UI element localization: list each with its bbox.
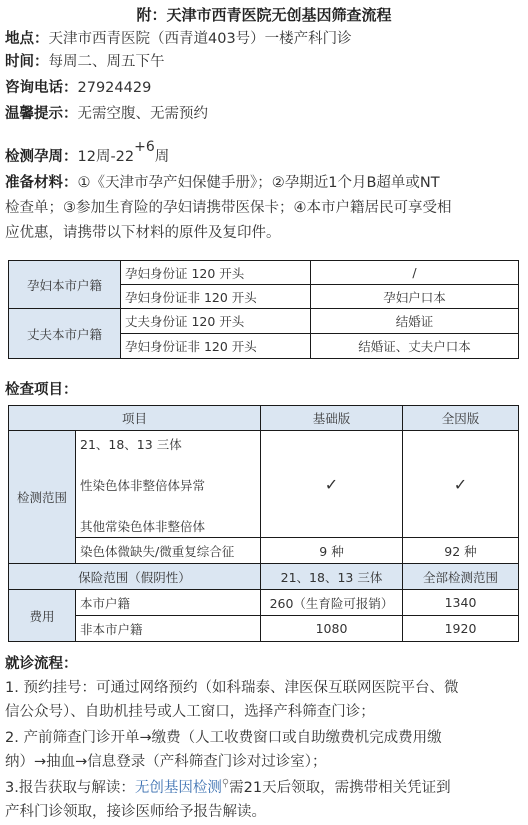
header-basic: 基础版 [261,406,403,431]
process-line-4: 纳）→抽血→信息登录（产科筛查门诊对过诊室）； [5,754,327,770]
fee-label: 费用 [9,590,76,642]
insurance-full: 全部检测范围 [403,564,519,590]
fee-row-label: 非本市户籍 [76,616,261,642]
tip-line: 温馨提示：无需空腹、无需预约 [5,106,208,122]
fee-row-label: 本市户籍 [76,590,261,616]
micro-basic: 9 种 [261,538,403,564]
document-cell: 结婚证、丈夫户口本 [311,334,519,359]
documents-table [8,260,519,359]
group-cell: 丈夫本市户籍 [9,309,121,359]
insurance-basic: 21、18、13 三体 [261,564,403,590]
header-item: 项目 [9,406,261,431]
document-cell: / [311,261,519,285]
process-line-2: 信公众号）、自助机挂号或人工窗口，选择产科筛查门诊； [5,704,375,720]
exam-table [8,405,519,642]
table-header-row [9,406,519,431]
document-cell: 结婚证 [311,309,519,334]
micro-label: 染色体微缺失/微重复综合征 [76,538,261,564]
table-row [9,590,519,616]
gene-test-link[interactable]: 无创基因检测 [134,780,222,796]
process-heading: 就诊流程： [5,656,78,672]
group-cell: 孕妇本市户籍 [9,261,121,309]
page-title: 附：天津市西青医院无创基因筛查流程 [136,6,392,24]
condition-cell: 丈夫身份证 120 开头 [121,309,311,334]
process-line-5: 3.报告获取与解读：无创基因检测⚲需21天后领取，需携带相关凭证到 [5,778,451,796]
fee-full: 1340 [403,590,519,616]
condition-cell: 孕妇身份证非 120 开头 [121,285,311,309]
condition-cell: 孕妇身份证 120 开头 [121,261,311,285]
phone-line: 咨询电话：27924429 [5,80,152,96]
table-row [9,616,519,642]
process-line-3: 2. 产前筛查门诊开单→缴费（人工收费窗口或自助缴费机完成费用缴 [5,730,442,746]
condition-cell: 孕妇身份证非 120 开头 [121,334,311,359]
materials-line: 准备材料：①《天津市孕产妇保健手册》；②孕期近1个月B超单或NT [5,175,440,191]
fee-basic: 1080 [261,616,403,642]
table-row [9,261,519,285]
check-icon: ✓ [261,431,403,538]
exam-heading: 检查项目： [5,382,78,398]
process-line-1: 1. 预约挂号：可通过网络预约（如科瑞泰、津医保互联网医院平台、微 [5,680,459,696]
micro-full: 92 种 [403,538,519,564]
scope-label: 检测范围 [9,431,76,564]
materials-line-3: 应优惠，请携带以下材料的原件及复印件。 [5,225,281,241]
insurance-label: 保险范围（假阴性） [9,564,261,590]
time-line: 时间：每周二、周五下午 [5,54,165,70]
check-icon: ✓ [403,431,519,538]
table-row [9,564,519,590]
materials-line-2: 检查单；③参加生育险的孕妇请携带医保卡；④本市户籍居民可享受相 [5,200,452,216]
fee-basic: 260（生育险可报销） [261,590,403,616]
process-line-6: 产科门诊领取，接诊医师给予报告解读。 [5,804,266,820]
document-cell: 孕妇户口本 [311,285,519,309]
table-row [9,309,519,334]
week-line: 检测孕周：12周-22+6周 [5,139,170,165]
fee-full: 1920 [403,616,519,642]
search-icon[interactable]: ⚲ [221,778,230,789]
location-line: 地点：天津市西青医院（西青道403号）一楼产科门诊 [5,31,352,47]
header-full: 全因版 [403,406,519,431]
scope-items: 21、18、13 三体 性染色体非整倍体异常 其他常染色体非整倍体 [76,431,261,538]
table-row [9,538,519,564]
table-row [9,431,519,538]
